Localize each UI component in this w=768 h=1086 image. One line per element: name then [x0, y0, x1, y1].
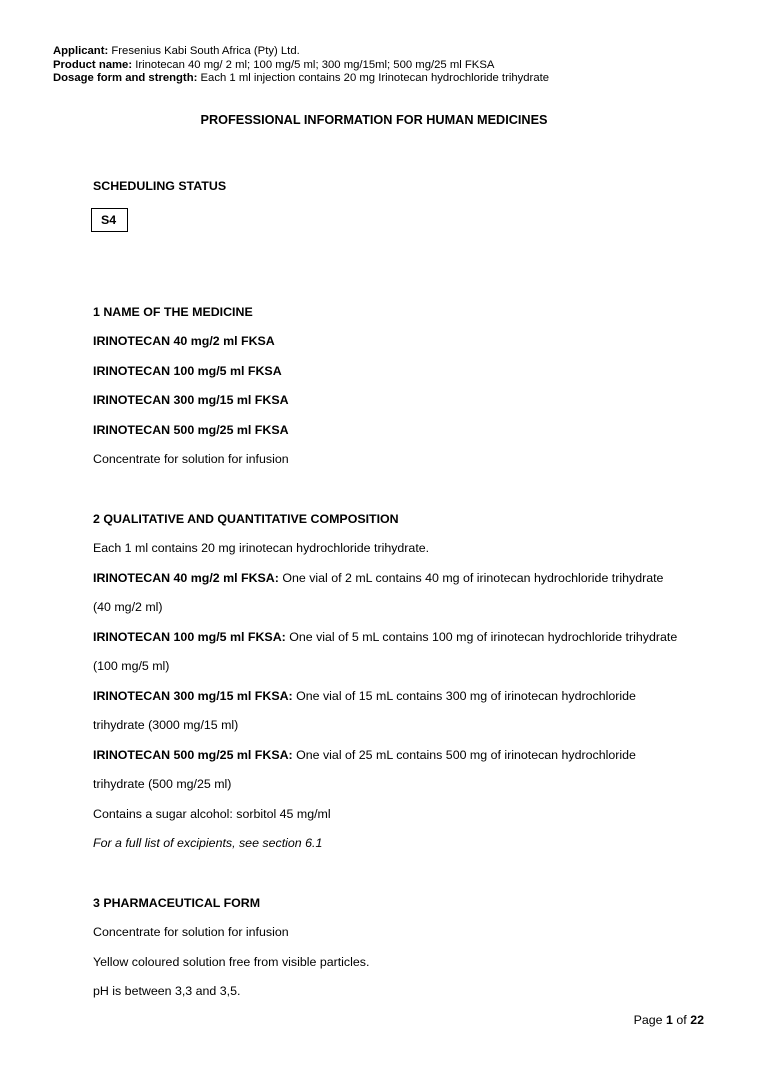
section-1-heading: 1 NAME OF THE MEDICINE — [93, 304, 253, 319]
total-pages: 22 — [690, 1013, 704, 1027]
sugar-alcohol-note: Contains a sugar alcohol: sorbitol 45 mg/ml — [93, 806, 331, 821]
document-body — [93, 178, 733, 1013]
composition-item-3-cont: trihydrate (3000 mg/15 ml) — [93, 718, 239, 732]
composition-item-text: One vial of 5 mL contains 100 mg of irinotecan hydrochloride trihydrate — [285, 629, 678, 644]
product-name-label: Product name: — [53, 58, 133, 71]
dosage-form-value: Each 1 ml injection contains 20 mg Irinotecan hydrochloride trihydrate — [200, 72, 550, 84]
scheduling-status-box: S4 — [91, 208, 128, 232]
scheduling-status-box-wrap — [91, 208, 733, 260]
composition-item-1 — [93, 570, 733, 600]
composition-item-2-cont: (100 mg/5 ml) — [93, 659, 170, 673]
medicine-name-4 — [93, 422, 733, 452]
medicine-name-text: IRINOTECAN 500 mg/25 ml FKSA — [93, 422, 289, 437]
applicant-line — [53, 45, 549, 59]
composition-intro: Each 1 ml contains 20 mg irinotecan hydrochloride trihydrate. — [93, 541, 430, 555]
composition-item-label: IRINOTECAN 500 mg/25 ml FKSA: — [93, 747, 293, 762]
composition-item-4 — [93, 747, 733, 777]
scheduling-status-heading: SCHEDULING STATUS — [93, 179, 227, 193]
page-footer — [634, 1013, 704, 1027]
medicine-name-text: IRINOTECAN 300 mg/15 ml FKSA — [93, 393, 289, 407]
page-word: Page — [633, 1013, 663, 1027]
composition-item-text: One vial of 25 mL contains 500 mg of irinotecan hydrochloride — [292, 747, 636, 762]
document-header — [53, 45, 549, 86]
composition-item-4-cont: trihydrate (500 mg/25 ml) — [93, 777, 232, 791]
dosage-form-line — [53, 72, 549, 86]
composition-item-3 — [93, 688, 733, 718]
composition-item-1-cont: (40 mg/2 ml) — [93, 600, 163, 614]
page-number: 1 — [666, 1013, 673, 1027]
medicine-name-text: IRINOTECAN 40 mg/2 ml FKSA — [93, 334, 275, 348]
section-2-heading: 2 QUALITATIVE AND QUANTITATIVE COMPOSITION — [93, 511, 399, 526]
excipients-note: For a full list of excipients, see section 6.1 — [93, 836, 323, 850]
pharmaceutical-form-line-3: pH is between 3,3 and 3,5. — [93, 984, 241, 998]
page-title: PROFESSIONAL INFORMATION FOR HUMAN MEDICINES — [200, 113, 548, 127]
pharmaceutical-form-line-1: Concentrate for solution for infusion — [93, 925, 289, 939]
composition-item-2 — [93, 629, 733, 659]
composition-item-text: One vial of 2 mL contains 40 mg of irinotecan hydrochloride trihydrate — [278, 570, 664, 585]
medicine-name-text: IRINOTECAN 100 mg/5 ml FKSA — [93, 363, 282, 378]
composition-item-label: IRINOTECAN 40 mg/2 ml FKSA: — [93, 570, 279, 585]
composition-item-label: IRINOTECAN 300 mg/15 ml FKSA: — [93, 688, 293, 703]
product-name-line — [53, 59, 549, 73]
applicant-value: Fresenius Kabi South Africa (Pty) Ltd. — [111, 45, 300, 57]
section-3-heading: 3 PHARMACEUTICAL FORM — [93, 895, 261, 910]
product-name-value: Irinotecan 40 mg/ 2 ml; 100 mg/5 ml; 300 mg/15ml; 500 mg/25 ml FKSA — [135, 58, 495, 71]
medicine-name-1 — [93, 333, 733, 363]
composition-item-label: IRINOTECAN 100 mg/5 ml FKSA: — [93, 629, 286, 644]
pharmaceutical-form-line-2: Yellow coloured solution free from visible particles. — [93, 954, 370, 969]
applicant-label: Applicant: — [53, 45, 109, 57]
dosage-form-label: Dosage form and strength: — [53, 72, 198, 84]
composition-item-text: One vial of 15 mL contains 300 mg of irinotecan hydrochloride — [292, 688, 636, 703]
medicine-name-3 — [93, 392, 733, 422]
medicine-name-2 — [93, 363, 733, 393]
of-word: of — [676, 1013, 687, 1027]
medicine-form: Concentrate for solution for infusion — [93, 452, 289, 466]
